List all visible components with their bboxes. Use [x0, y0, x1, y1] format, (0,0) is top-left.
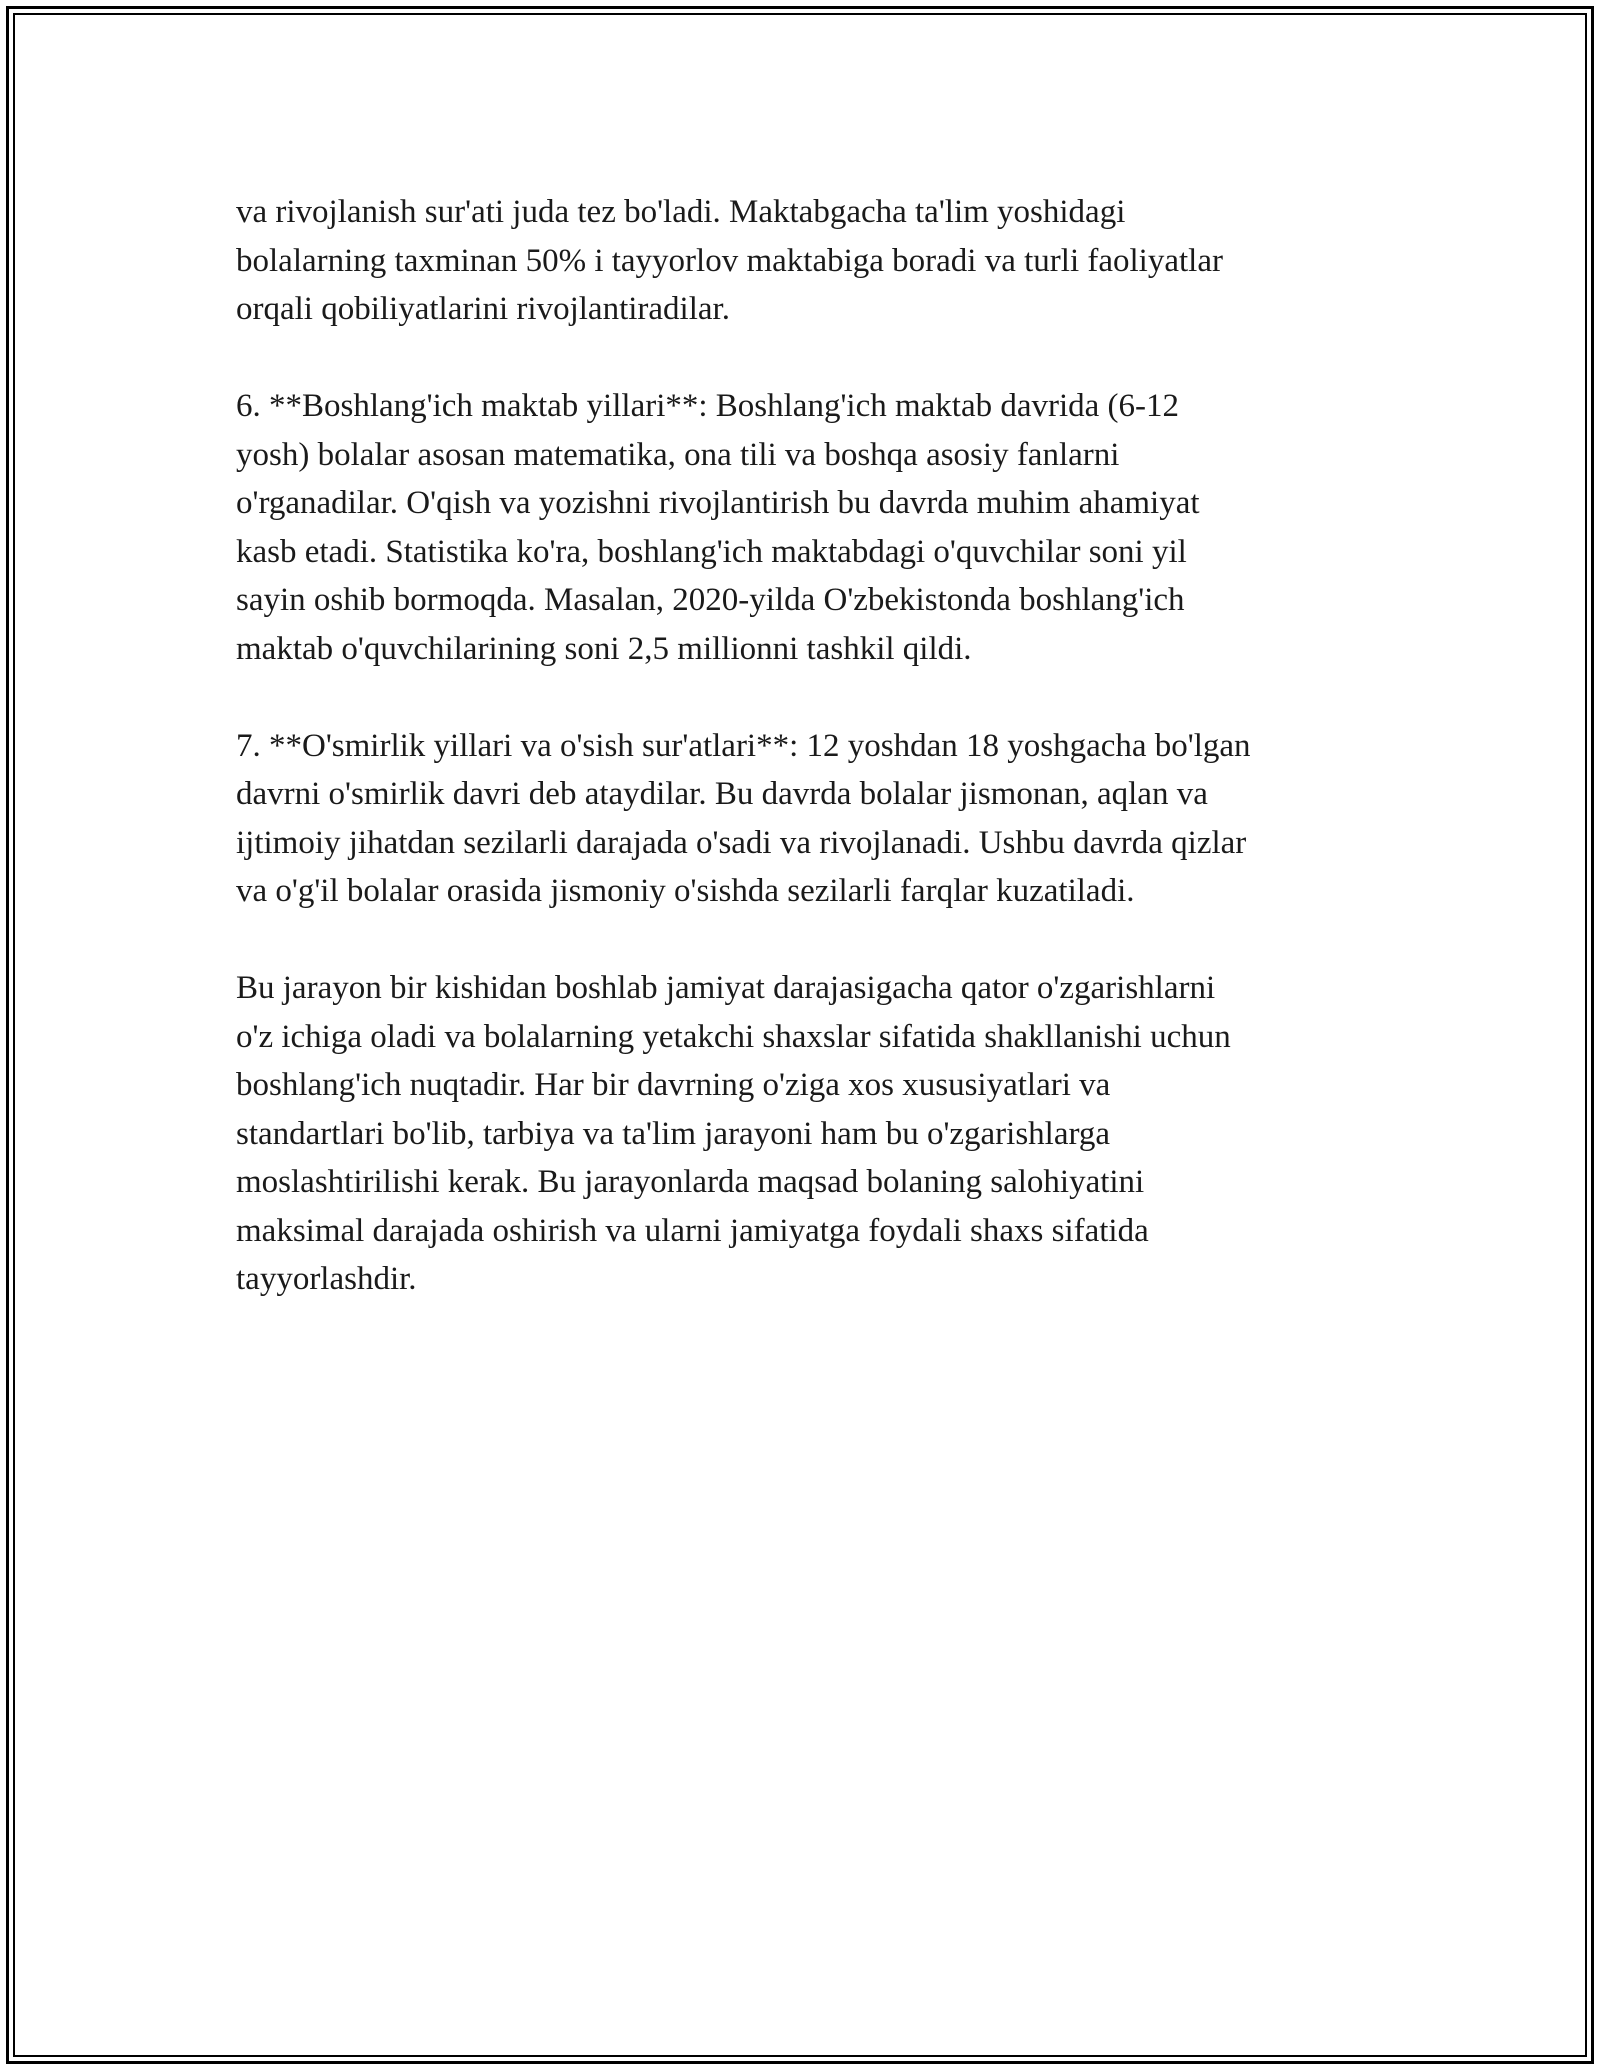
paragraph-preschool-continuation: va rivojlanish sur'ati juda tez bo'ladi. Maktabgacha ta'lim yoshidagi bolalarning taxminan 50% i tayyorlov maktabiga boradi va turli faoliyatlar orqali qobiliyatlarini rivojlantiradilar. — [236, 194, 1223, 327]
paragraph-adolescence-years: 7. **O'smirlik yillari va o'sish sur'atlari**: 12 yoshdan 18 yoshgacha bo'lgan davrni o'smirlik davri deb ataydilar. Bu davrda bolalar jismonan, aqlan va ijtimoiy jihatdan sezilarli darajada o'sadi va rivojlanadi. Ushbu davrda qizlar va o'g'il bolalar orasida jismoniy o'sishda sezilarli farqlar kuzatiladi. — [236, 727, 1251, 909]
document-body — [236, 188, 1376, 1352]
paragraph-conclusion: Bu jarayon bir kishidan boshlab jamiyat darajasigacha qator o'zgarishlarni o'z ichiga oladi va bolalarning yetakchi shaxslar sifatida shakllanishi uchun boshlang'ich nuqtadir. Har bir davrning o'ziga xos xususiyatlari va standartlari bo'lib, tarbiya va ta'lim jarayoni ham bu o'zgarishlarga moslashtirilishi kerak. Bu jarayonlarda maqsad bolaning salohiyatini maksimal darajada oshirish va ularni jamiyatga foydali shaxs sifatida tayyorlashdir. — [236, 970, 1231, 1297]
paragraph-primary-school-years: 6. **Boshlang'ich maktab yillari**: Boshlang'ich maktab davrida (6-12 yosh) bolalar asosan matematika, ona tili va boshqa asosiy fanlarni o'rganadilar. O'qish va yozishni rivojlantirish bu davrda muhim ahamiyat kasb etadi. Statistika ko'ra, boshlang'ich maktabdagi o'quvchilar soni yil sayin oshib bormoqda. Masalan, 2020-yilda O'zbekistonda boshlang'ich maktab o'quvchilarining soni 2,5 millionni tashkil qildi. — [236, 388, 1200, 667]
